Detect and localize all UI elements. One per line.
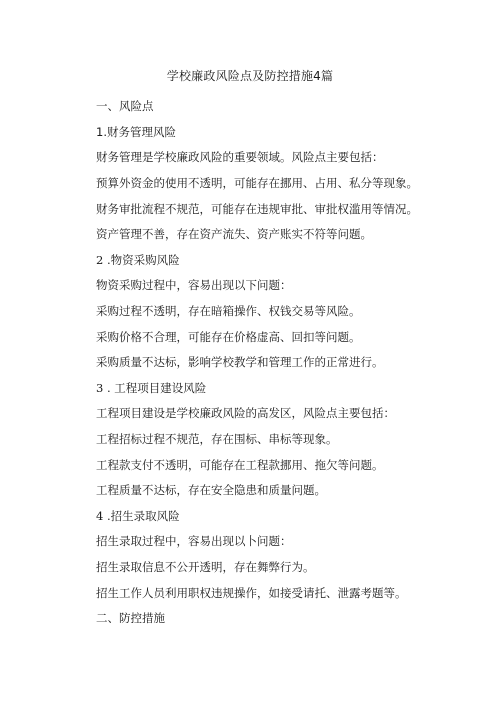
- paragraph-line: 采购质量不达标，影响学校教学和管理工作的正常进行。: [96, 355, 384, 369]
- paragraph-line: 招生工作人员利用职权违规操作，如接受请托、泄露考题等。: [96, 586, 407, 600]
- paragraph-line: 财务管理是学校廉政风险的重要领域。风险点主要包括：: [96, 150, 384, 164]
- subheading-finance: 1.财务管理风险: [96, 125, 176, 139]
- subheading-construction: 3 . 工程项目建设风险: [96, 381, 207, 395]
- paragraph-line: 预算外资金的使用不透明，可能存在挪用、占用、私分等现象。: [96, 176, 418, 190]
- paragraph-line: 工程质量不达标，存在安全隐患和质量问题。: [96, 483, 326, 497]
- paragraph-line: 招生录取信息不公开透明，存在舞弊行为。: [96, 560, 315, 574]
- paragraph-line: 工程款支付不透明，可能存在工程款挪用、拖欠等问题。: [96, 458, 384, 472]
- paragraph-line: 工程招标过程不规范，存在围标、串标等现象。: [96, 432, 338, 446]
- subheading-admissions: 4 .招生录取风险: [96, 509, 180, 523]
- paragraph-line: 采购价格不合理，可能存在价格虚高、回扣等问题。: [96, 330, 361, 344]
- paragraph-line: 财务审批流程不规范，可能存在违规审批、审批权滥用等情况。: [96, 202, 418, 216]
- paragraph-line: 工程项目建设是学校廉政风险的高发区，风险点主要包括：: [96, 406, 395, 420]
- subheading-procurement: 2 .物资采购风险: [96, 253, 180, 267]
- paragraph-line: 资产管理不善，存在资产流失、资产账实不符等问题。: [96, 227, 372, 241]
- paragraph-line: 采购过程不透明，存在暗箱操作、权钱交易等风险。: [96, 304, 361, 318]
- section-heading-measures: 二、防控措施: [96, 611, 165, 625]
- document-title: 学校廉政风险点及防控措施4篇: [166, 69, 334, 83]
- paragraph-line: 招生录取过程中，容易出现以卜问题：: [96, 534, 292, 548]
- section-heading-risks: 一、风险点: [96, 99, 154, 113]
- paragraph-line: 物资采购过程中，容易出现以下问题：: [96, 278, 292, 292]
